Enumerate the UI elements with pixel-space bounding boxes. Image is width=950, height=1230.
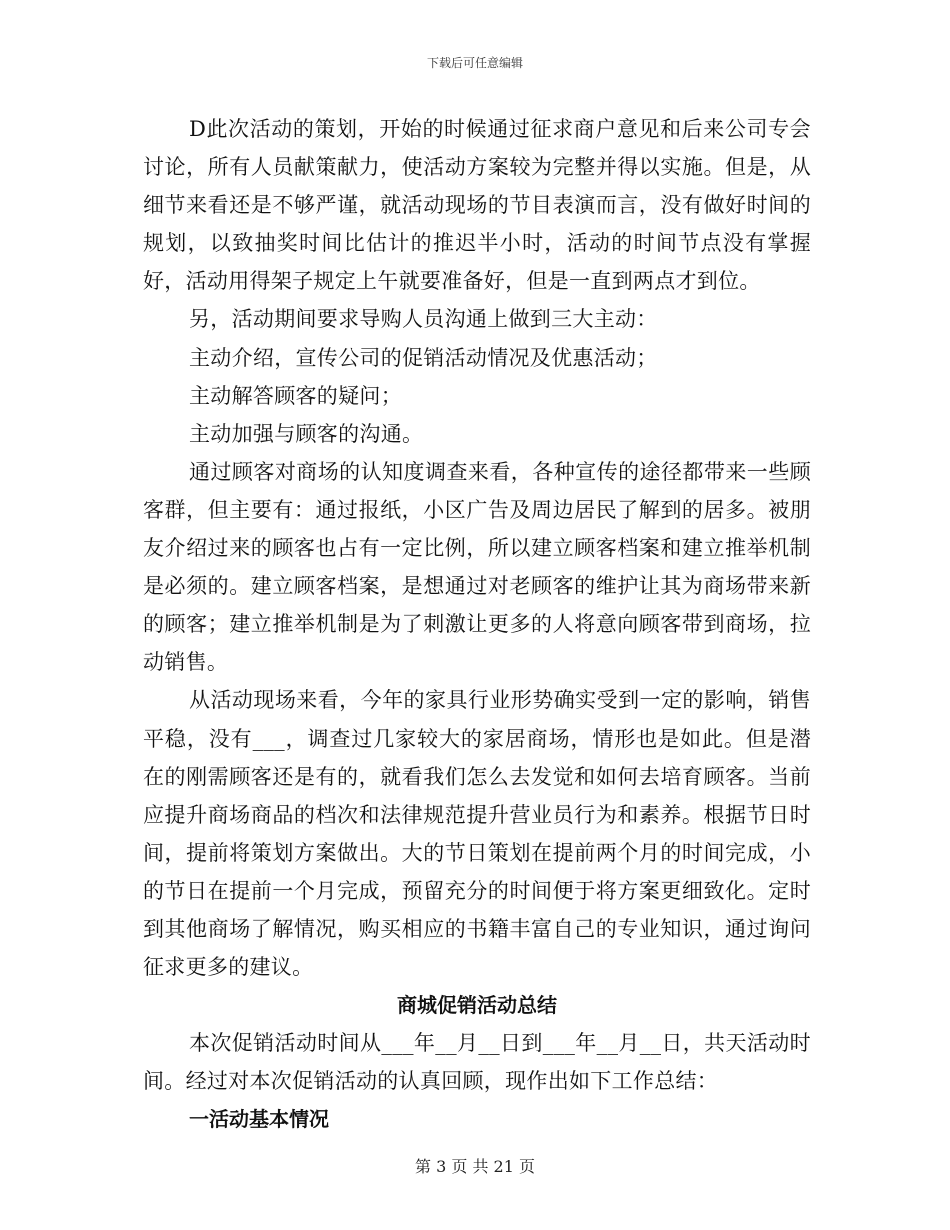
paragraph-three-initiatives-intro: 另，活动期间要求导购人员沟通上做到三大主动：	[189, 307, 658, 332]
subheading-basic-situation: 一活动基本情况	[189, 1107, 329, 1132]
document-body	[143, 110, 811, 1139]
paragraph-industry-situation: 从活动现场来看，今年的家具行业形势确实受到一定的影响，销售平稳，没有___，调查过几家较大的家居商场，情形也是如此。但是潜在的刚需顾客还是有的，就看我们怎么去发觉和如何去培育顾客。当前应提升商场商品的档次和法律规范提升营业员行为和素养。根据节日时间，提前将策划方案做出。大的节日策划在提前两个月的时间完成，小的节日在提前一个月完成，预留充分的时间便于将方案更细致化。定时到其他商场了解情况，购买相应的书籍丰富自己的专业知识，通过询问征求更多的建议。	[143, 688, 811, 980]
page-footer: 第 3 页 共 21 页	[415, 1157, 535, 1176]
list-item-initiative-2: 主动解答顾客的疑问；	[189, 383, 402, 408]
section-title: 商城促销活动总结	[397, 993, 557, 1018]
list-item-initiative-1: 主动介绍，宣传公司的促销活动情况及优惠活动；	[189, 345, 658, 370]
page-header: 下载后可任意编辑	[426, 56, 523, 70]
paragraph-customer-survey: 通过顾客对商场的认知度调查来看，各种宣传的途径都带来一些顾客群，但主要有：通过报纸，小区广告及周边居民了解到的居多。被朋友介绍过来的顾客也占有一定比例，所以建立顾客档案和建立推举机制是必须的。建立顾客档案，是想通过对老顾客的维护让其为商场带来新的顾客；建立推举机制是为了刺激让更多的人将意向顾客带到商场，拉动销售。	[143, 459, 811, 675]
list-item-initiative-3: 主动加强与顾客的沟通。	[189, 421, 424, 446]
paragraph-promotion-period: 本次促销活动时间从___年__月__日到___年__月__日，共天活动时间。经过对本次促销活动的认真回顾，现作出如下工作总结：	[143, 1031, 811, 1094]
paragraph-activity-planning: D此次活动的策划，开始的时候通过征求商户意见和后来公司专会讨论，所有人员献策献力，使活动方案较为完整并得以实施。但是，从细节来看还是不够严谨，就活动现场的节目表演而言，没有做好时间的规划，以致抽奖时间比估计的推迟半小时，活动的时间节点没有掌握好，活动用得架子规定上午就要准备好，但是一直到两点才到位。	[143, 117, 811, 294]
